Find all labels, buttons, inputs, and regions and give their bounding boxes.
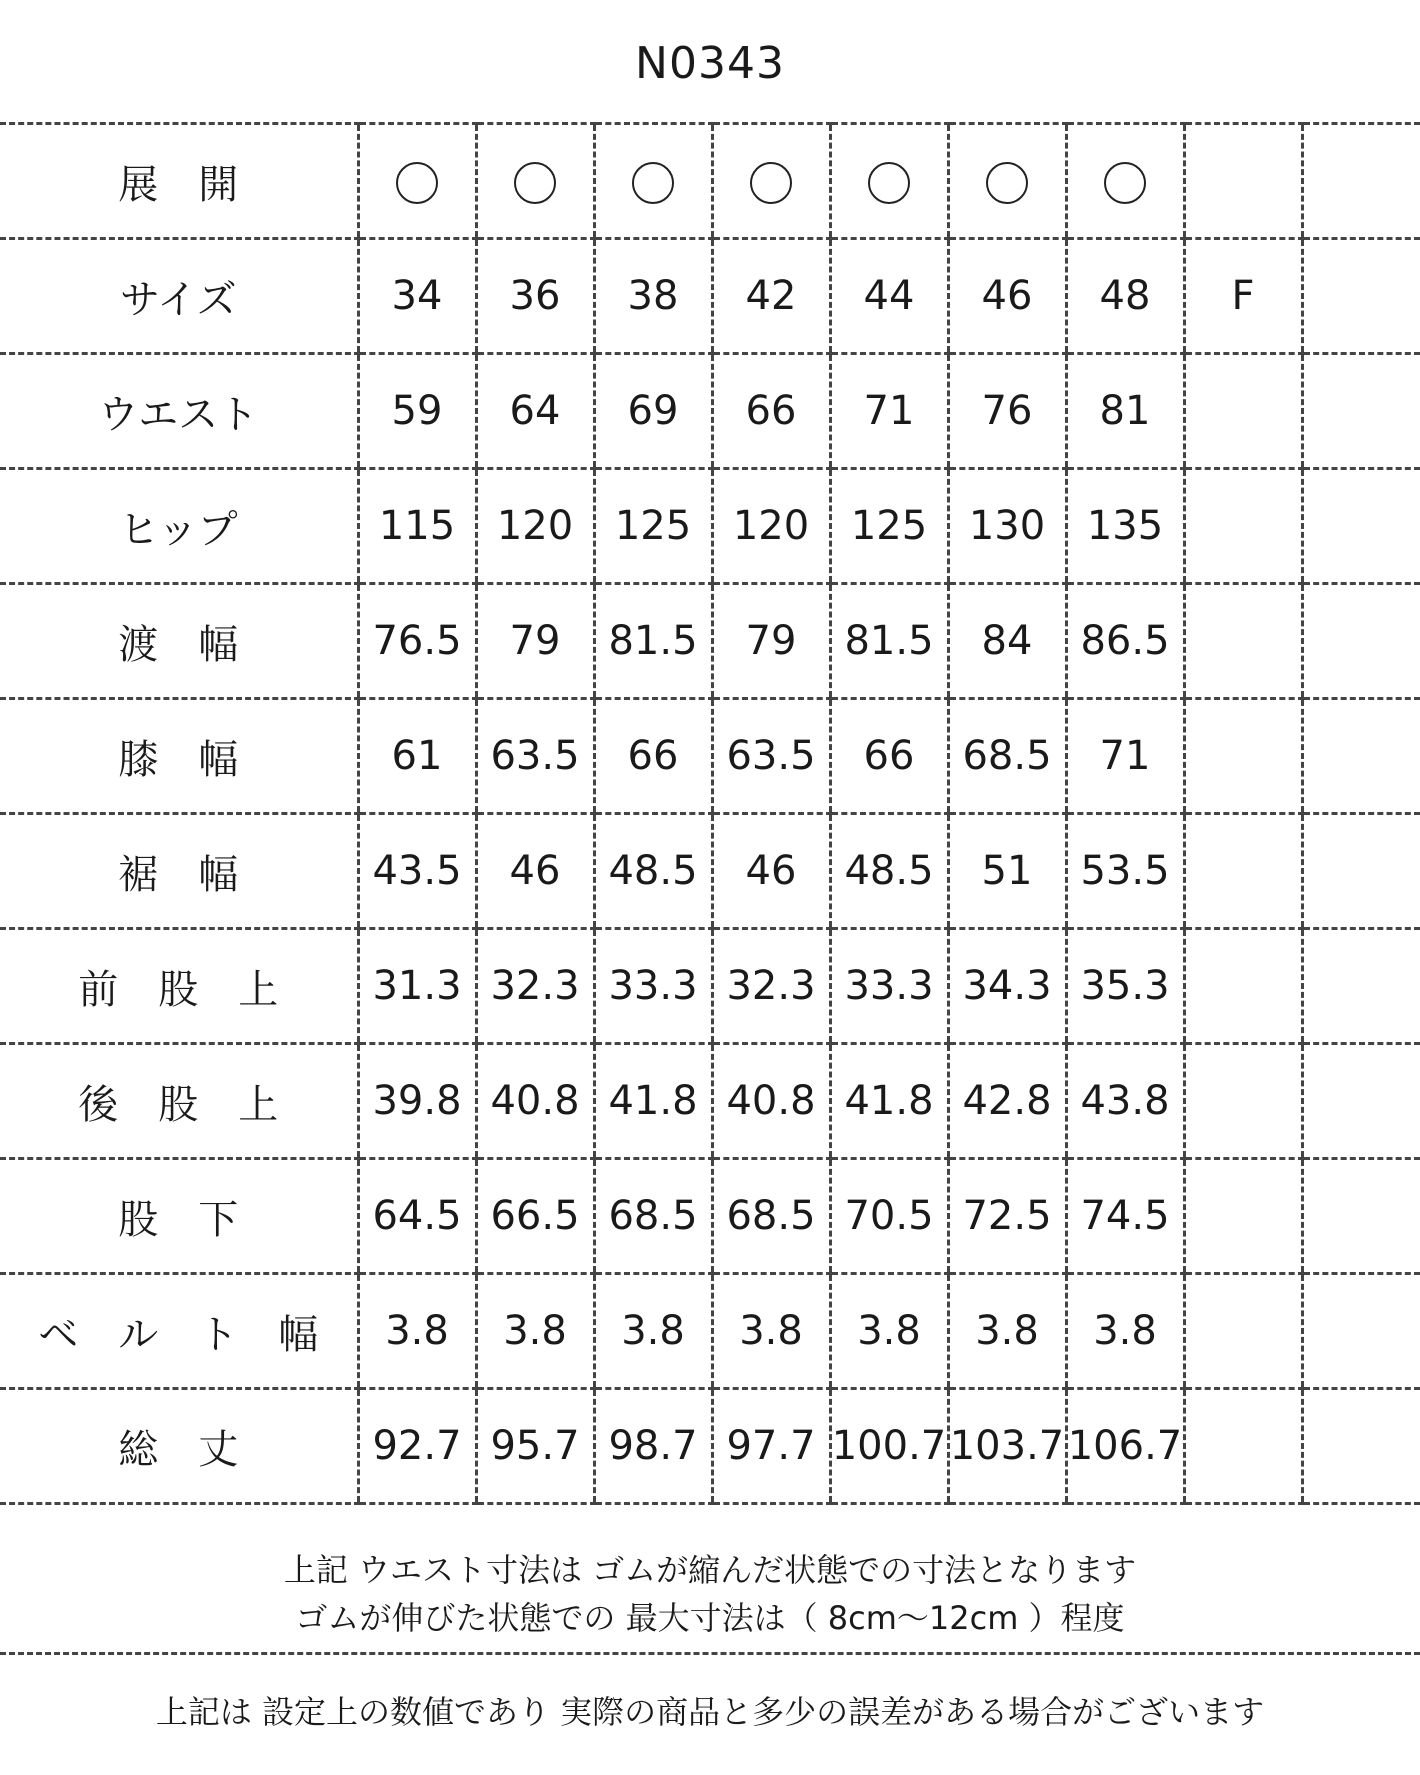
table-cell <box>358 124 476 239</box>
table-cell: 120 <box>712 469 830 584</box>
table-cell: 86.5 <box>1066 584 1184 699</box>
table-cell <box>1302 1274 1420 1389</box>
table-cell <box>594 124 712 239</box>
table-row <box>0 1159 1420 1274</box>
table-row <box>0 1389 1420 1504</box>
row-label: ヒップ <box>0 469 358 584</box>
table-cell: 33.3 <box>830 929 948 1044</box>
table-cell: 135 <box>1066 469 1184 584</box>
table-row <box>0 124 1420 239</box>
table-cell <box>1302 1389 1420 1504</box>
row-label: 股 下 <box>0 1159 358 1274</box>
table-cell: 98.7 <box>594 1389 712 1504</box>
table-cell: 76 <box>948 354 1066 469</box>
table-row <box>0 354 1420 469</box>
table-cell: 3.8 <box>594 1274 712 1389</box>
table-cell: 48.5 <box>594 814 712 929</box>
table-cell: 74.5 <box>1066 1159 1184 1274</box>
table-cell <box>1184 699 1302 814</box>
circle-mark-icon <box>868 162 910 204</box>
table-cell: 66 <box>712 354 830 469</box>
circle-mark-icon <box>396 162 438 204</box>
row-label: 膝 幅 <box>0 699 358 814</box>
table-cell: 66 <box>594 699 712 814</box>
table-cell: 41.8 <box>830 1044 948 1159</box>
table-cell: 46 <box>476 814 594 929</box>
table-body <box>0 124 1420 1504</box>
page-title: N0343 <box>635 38 785 89</box>
row-label: サイズ <box>0 239 358 354</box>
row-label: 展 開 <box>0 124 358 239</box>
table-cell <box>1302 469 1420 584</box>
table-row <box>0 469 1420 584</box>
table-cell: 32.3 <box>712 929 830 1044</box>
table-cell <box>1302 1159 1420 1274</box>
table-cell: 48 <box>1066 239 1184 354</box>
table-cell: 43.8 <box>1066 1044 1184 1159</box>
table-cell: 48.5 <box>830 814 948 929</box>
table-cell <box>830 124 948 239</box>
table-cell <box>1302 584 1420 699</box>
table-cell <box>1184 354 1302 469</box>
table-cell: F <box>1184 239 1302 354</box>
row-label: 渡 幅 <box>0 584 358 699</box>
table-cell <box>1302 124 1420 239</box>
table-cell: 68.5 <box>712 1159 830 1274</box>
table-cell: 43.5 <box>358 814 476 929</box>
table-row <box>0 1044 1420 1159</box>
circle-mark-icon <box>986 162 1028 204</box>
row-label: 裾 幅 <box>0 814 358 929</box>
circle-mark-icon <box>750 162 792 204</box>
table-cell: 63.5 <box>476 699 594 814</box>
table-cell <box>1066 124 1184 239</box>
table-cell: 53.5 <box>1066 814 1184 929</box>
table-cell <box>712 124 830 239</box>
table-cell <box>948 124 1066 239</box>
table-cell <box>1184 469 1302 584</box>
table-cell: 3.8 <box>476 1274 594 1389</box>
table-cell: 51 <box>948 814 1066 929</box>
row-label: 前 股 上 <box>0 929 358 1044</box>
table-cell: 44 <box>830 239 948 354</box>
table-cell: 3.8 <box>358 1274 476 1389</box>
table-cell: 69 <box>594 354 712 469</box>
table-cell: 120 <box>476 469 594 584</box>
table-cell: 100.7 <box>830 1389 948 1504</box>
table-cell: 46 <box>712 814 830 929</box>
table-cell: 70.5 <box>830 1159 948 1274</box>
table-cell <box>1302 814 1420 929</box>
disclaimer-note: 上記は 設定上の数値であり 実際の商品と多少の誤差がある場合がございます <box>155 1693 1265 1731</box>
row-label: ウエスト <box>0 354 358 469</box>
row-label: 総 丈 <box>0 1389 358 1504</box>
table-cell: 3.8 <box>1066 1274 1184 1389</box>
table-cell: 97.7 <box>712 1389 830 1504</box>
table-cell <box>1184 1389 1302 1504</box>
table-cell: 130 <box>948 469 1066 584</box>
table-row <box>0 699 1420 814</box>
table-cell: 92.7 <box>358 1389 476 1504</box>
table-cell: 36 <box>476 239 594 354</box>
table-cell: 66.5 <box>476 1159 594 1274</box>
table-cell: 72.5 <box>948 1159 1066 1274</box>
table-cell: 125 <box>830 469 948 584</box>
table-cell: 79 <box>476 584 594 699</box>
table-cell: 46 <box>948 239 1066 354</box>
table-cell: 42 <box>712 239 830 354</box>
table-cell: 64 <box>476 354 594 469</box>
table-cell <box>1302 239 1420 354</box>
table-cell: 38 <box>594 239 712 354</box>
table-cell: 68.5 <box>948 699 1066 814</box>
table-cell: 95.7 <box>476 1389 594 1504</box>
table-cell <box>1184 1274 1302 1389</box>
table-cell <box>1302 699 1420 814</box>
table-cell <box>1302 1044 1420 1159</box>
table-cell: 71 <box>1066 699 1184 814</box>
table-cell: 63.5 <box>712 699 830 814</box>
table-cell <box>1302 354 1420 469</box>
circle-mark-icon <box>1104 162 1146 204</box>
table-cell <box>1184 124 1302 239</box>
table-cell: 59 <box>358 354 476 469</box>
circle-mark-icon <box>514 162 556 204</box>
table-cell: 33.3 <box>594 929 712 1044</box>
table-cell: 106.7 <box>1066 1389 1184 1504</box>
table-cell: 31.3 <box>358 929 476 1044</box>
table-cell <box>476 124 594 239</box>
table-cell: 39.8 <box>358 1044 476 1159</box>
row-label: 後 股 上 <box>0 1044 358 1159</box>
table-cell: 81.5 <box>594 584 712 699</box>
table-row <box>0 1274 1420 1389</box>
table-cell: 76.5 <box>358 584 476 699</box>
table-cell <box>1184 1044 1302 1159</box>
table-cell: 35.3 <box>1066 929 1184 1044</box>
table-cell: 3.8 <box>712 1274 830 1389</box>
table-row <box>0 584 1420 699</box>
table-cell: 40.8 <box>712 1044 830 1159</box>
table-cell: 3.8 <box>948 1274 1066 1389</box>
table-row <box>0 239 1420 354</box>
table-cell <box>1184 929 1302 1044</box>
table-cell: 115 <box>358 469 476 584</box>
circle-mark-icon <box>632 162 674 204</box>
table-cell: 68.5 <box>594 1159 712 1274</box>
divider <box>0 1652 1420 1655</box>
table-cell: 61 <box>358 699 476 814</box>
row-label: ベ ル ト 幅 <box>0 1274 358 1389</box>
table-cell: 81.5 <box>830 584 948 699</box>
table-cell: 32.3 <box>476 929 594 1044</box>
table-cell: 34.3 <box>948 929 1066 1044</box>
table-cell: 34 <box>358 239 476 354</box>
table-cell: 71 <box>830 354 948 469</box>
table-cell: 81 <box>1066 354 1184 469</box>
table-cell <box>1302 929 1420 1044</box>
waist-note: 上記 ウエスト寸法は ゴムが縮んだ状態での寸法となります <box>283 1551 1137 1589</box>
table-cell: 79 <box>712 584 830 699</box>
stretch-note: ゴムが伸びた状態での 最大寸法は（ 8cm〜12cm ）程度 <box>295 1599 1125 1637</box>
table-cell: 3.8 <box>830 1274 948 1389</box>
table-cell: 84 <box>948 584 1066 699</box>
table-cell <box>1184 1159 1302 1274</box>
table-cell: 40.8 <box>476 1044 594 1159</box>
table-cell: 125 <box>594 469 712 584</box>
table-cell: 66 <box>830 699 948 814</box>
table-cell: 103.7 <box>948 1389 1066 1504</box>
size-table <box>0 122 1420 1505</box>
table-cell <box>1184 584 1302 699</box>
table-cell: 41.8 <box>594 1044 712 1159</box>
table-row <box>0 929 1420 1044</box>
table-row <box>0 814 1420 929</box>
table-cell: 64.5 <box>358 1159 476 1274</box>
table-cell: 42.8 <box>948 1044 1066 1159</box>
table-cell <box>1184 814 1302 929</box>
